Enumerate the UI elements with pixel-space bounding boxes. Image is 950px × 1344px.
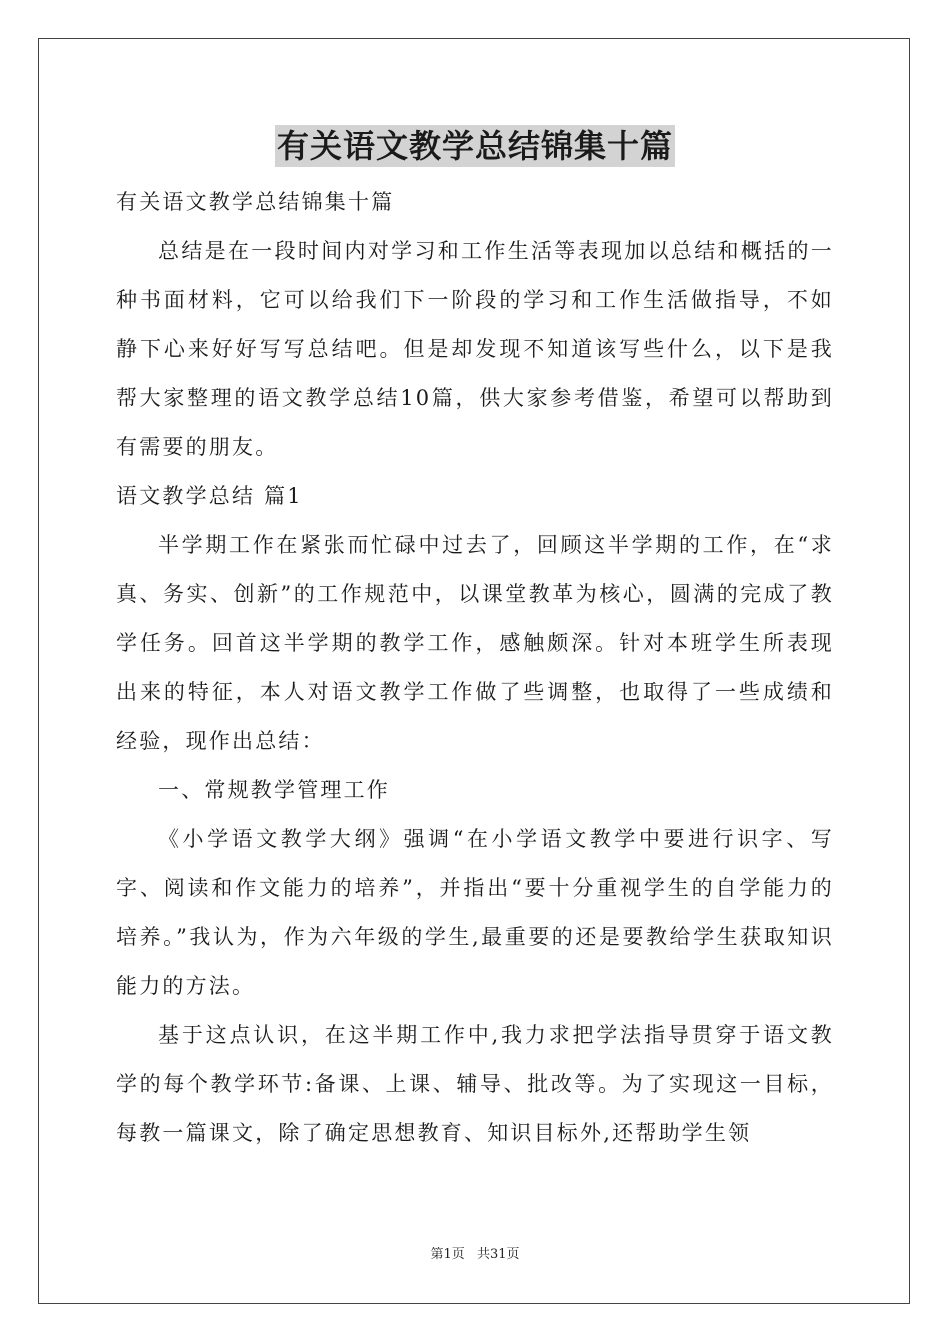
section-heading: 语文教学总结 篇1	[116, 484, 303, 508]
subheading: 一、常规教学管理工作	[158, 778, 390, 802]
document-body	[116, 178, 834, 1158]
page-total: 共31页	[476, 1247, 520, 1262]
page-number: 第1页	[430, 1247, 465, 1262]
paragraph-0: 有关语文教学总结锦集十篇	[116, 190, 395, 214]
paragraph-6: 基于这点认识，在这半期工作中,我力求把学法指导贯穿于语文教学的每个教学环节:备课、上课、辅导、批改等。为了实现这一目标，每教一篇课文，除了确定思想教育、知识目标外,还帮助学生领	[116, 1023, 834, 1145]
paragraph-5: 《小学语文教学大纲》强调“在小学语文教学中要进行识字、写字、阅读和作文能力的培养”，并指出“要十分重视学生的自学能力的培养。”我认为，作为六年级的学生,最重要的还是要教给学生获取知识能力的方法。	[116, 827, 834, 998]
paragraph-1: 总结是在一段时间内对学习和工作生活等表现加以总结和概括的一种书面材料，它可以给我们下一阶段的学习和工作生活做指导，不如静下心来好好写写总结吧。但是却发现不知道该写些什么，以下是我帮大家整理的语文教学总结10篇，供大家参考借鉴，希望可以帮助到有需要的朋友。	[116, 239, 834, 459]
paragraph-3: 半学期工作在紧张而忙碌中过去了，回顾这半学期的工作，在“求真、务实、创新”的工作规范中，以课堂教革为核心，圆满的完成了教学任务。回首这半学期的教学工作，感触颇深。针对本班学生所表现出来的特征，本人对语文教学工作做了些调整，也取得了一些成绩和经验，现作出总结：	[116, 533, 834, 753]
title-container	[0, 125, 950, 167]
document-title: 有关语文教学总结锦集十篇	[276, 127, 673, 165]
page-footer	[0, 1246, 950, 1264]
